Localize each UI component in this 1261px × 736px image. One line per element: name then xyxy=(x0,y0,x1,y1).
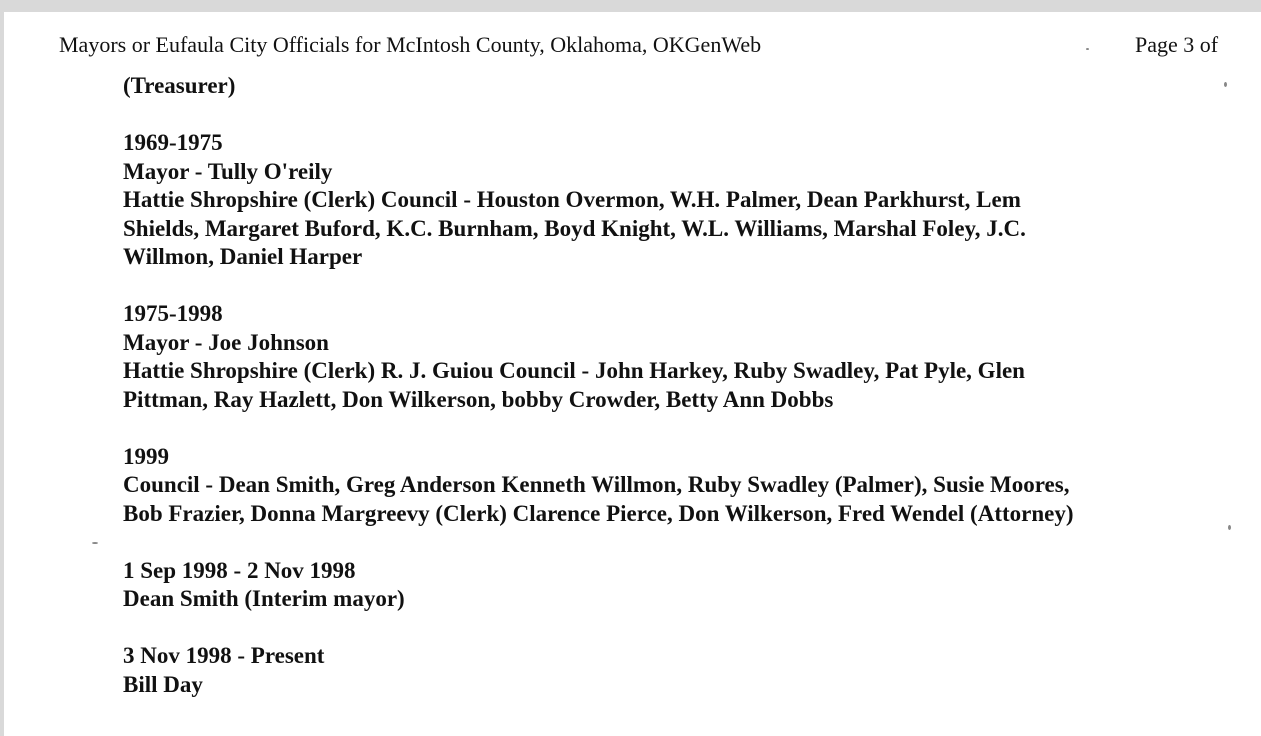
scan-speck xyxy=(1086,48,1089,50)
spacer xyxy=(123,614,1243,643)
section-1999 xyxy=(123,443,1243,529)
section-period: 1975-1998 xyxy=(123,301,223,326)
section-line: Dean Smith (Interim mayor) xyxy=(123,586,405,611)
section-line: Mayor - Tully O'reily xyxy=(123,158,333,184)
section-line: Hattie Shropshire (Clerk) R. J. Guiou Council - John Harkey, Ruby Swadley, Pat Pyle, Glen xyxy=(123,358,1025,383)
document-body xyxy=(123,72,1243,699)
spacer xyxy=(123,414,1243,443)
section-period: 3 Nov 1998 - Present xyxy=(123,643,325,668)
section-1969-1975 xyxy=(123,129,1243,272)
section-line: Pittman, Ray Hazlett, Don Wilkerson, bobby Crowder, Betty Ann Dobbs xyxy=(123,386,834,412)
scan-speck xyxy=(1228,525,1231,530)
scan-speck xyxy=(92,542,98,544)
page-header-title: Mayors or Eufaula City Officials for McIntosh County, Oklahoma, OKGenWeb xyxy=(59,32,762,57)
section-line: Shields, Margaret Buford, K.C. Burnham, Boyd Knight, W.L. Williams, Marshal Foley, J.C. xyxy=(123,215,1026,241)
section-1975-1998 xyxy=(123,300,1243,414)
section-line: Bill Day xyxy=(123,671,203,697)
section-line: Mayor - Joe Johnson xyxy=(123,329,329,355)
section-interim xyxy=(123,557,1243,614)
spacer xyxy=(123,272,1243,301)
section-period: 1 Sep 1998 - 2 Nov 1998 xyxy=(123,557,356,583)
spacer xyxy=(123,528,1243,557)
spacer xyxy=(123,101,1243,130)
document-page xyxy=(4,12,1261,736)
section-line: Hattie Shropshire (Clerk) Council - Houston Overmon, W.H. Palmer, Dean Parkhurst, Lem xyxy=(123,187,1021,212)
section-line: Willmon, Daniel Harper xyxy=(123,244,363,269)
section-line: Council - Dean Smith, Greg Anderson Kenneth Willmon, Ruby Swadley (Palmer), Susie Moores, xyxy=(123,472,1070,497)
section-period: 1969-1975 xyxy=(123,130,223,155)
section-period: 1999 xyxy=(123,443,169,469)
section-present xyxy=(123,642,1243,699)
section-line: Bob Frazier, Donna Margreevy (Clerk) Clarence Pierce, Don Wilkerson, Fred Wendel (Attorney) xyxy=(123,500,1074,526)
continuation-text: (Treasurer) xyxy=(123,73,236,98)
scan-speck xyxy=(1224,82,1227,87)
page-number: Page 3 of xyxy=(1135,32,1219,57)
